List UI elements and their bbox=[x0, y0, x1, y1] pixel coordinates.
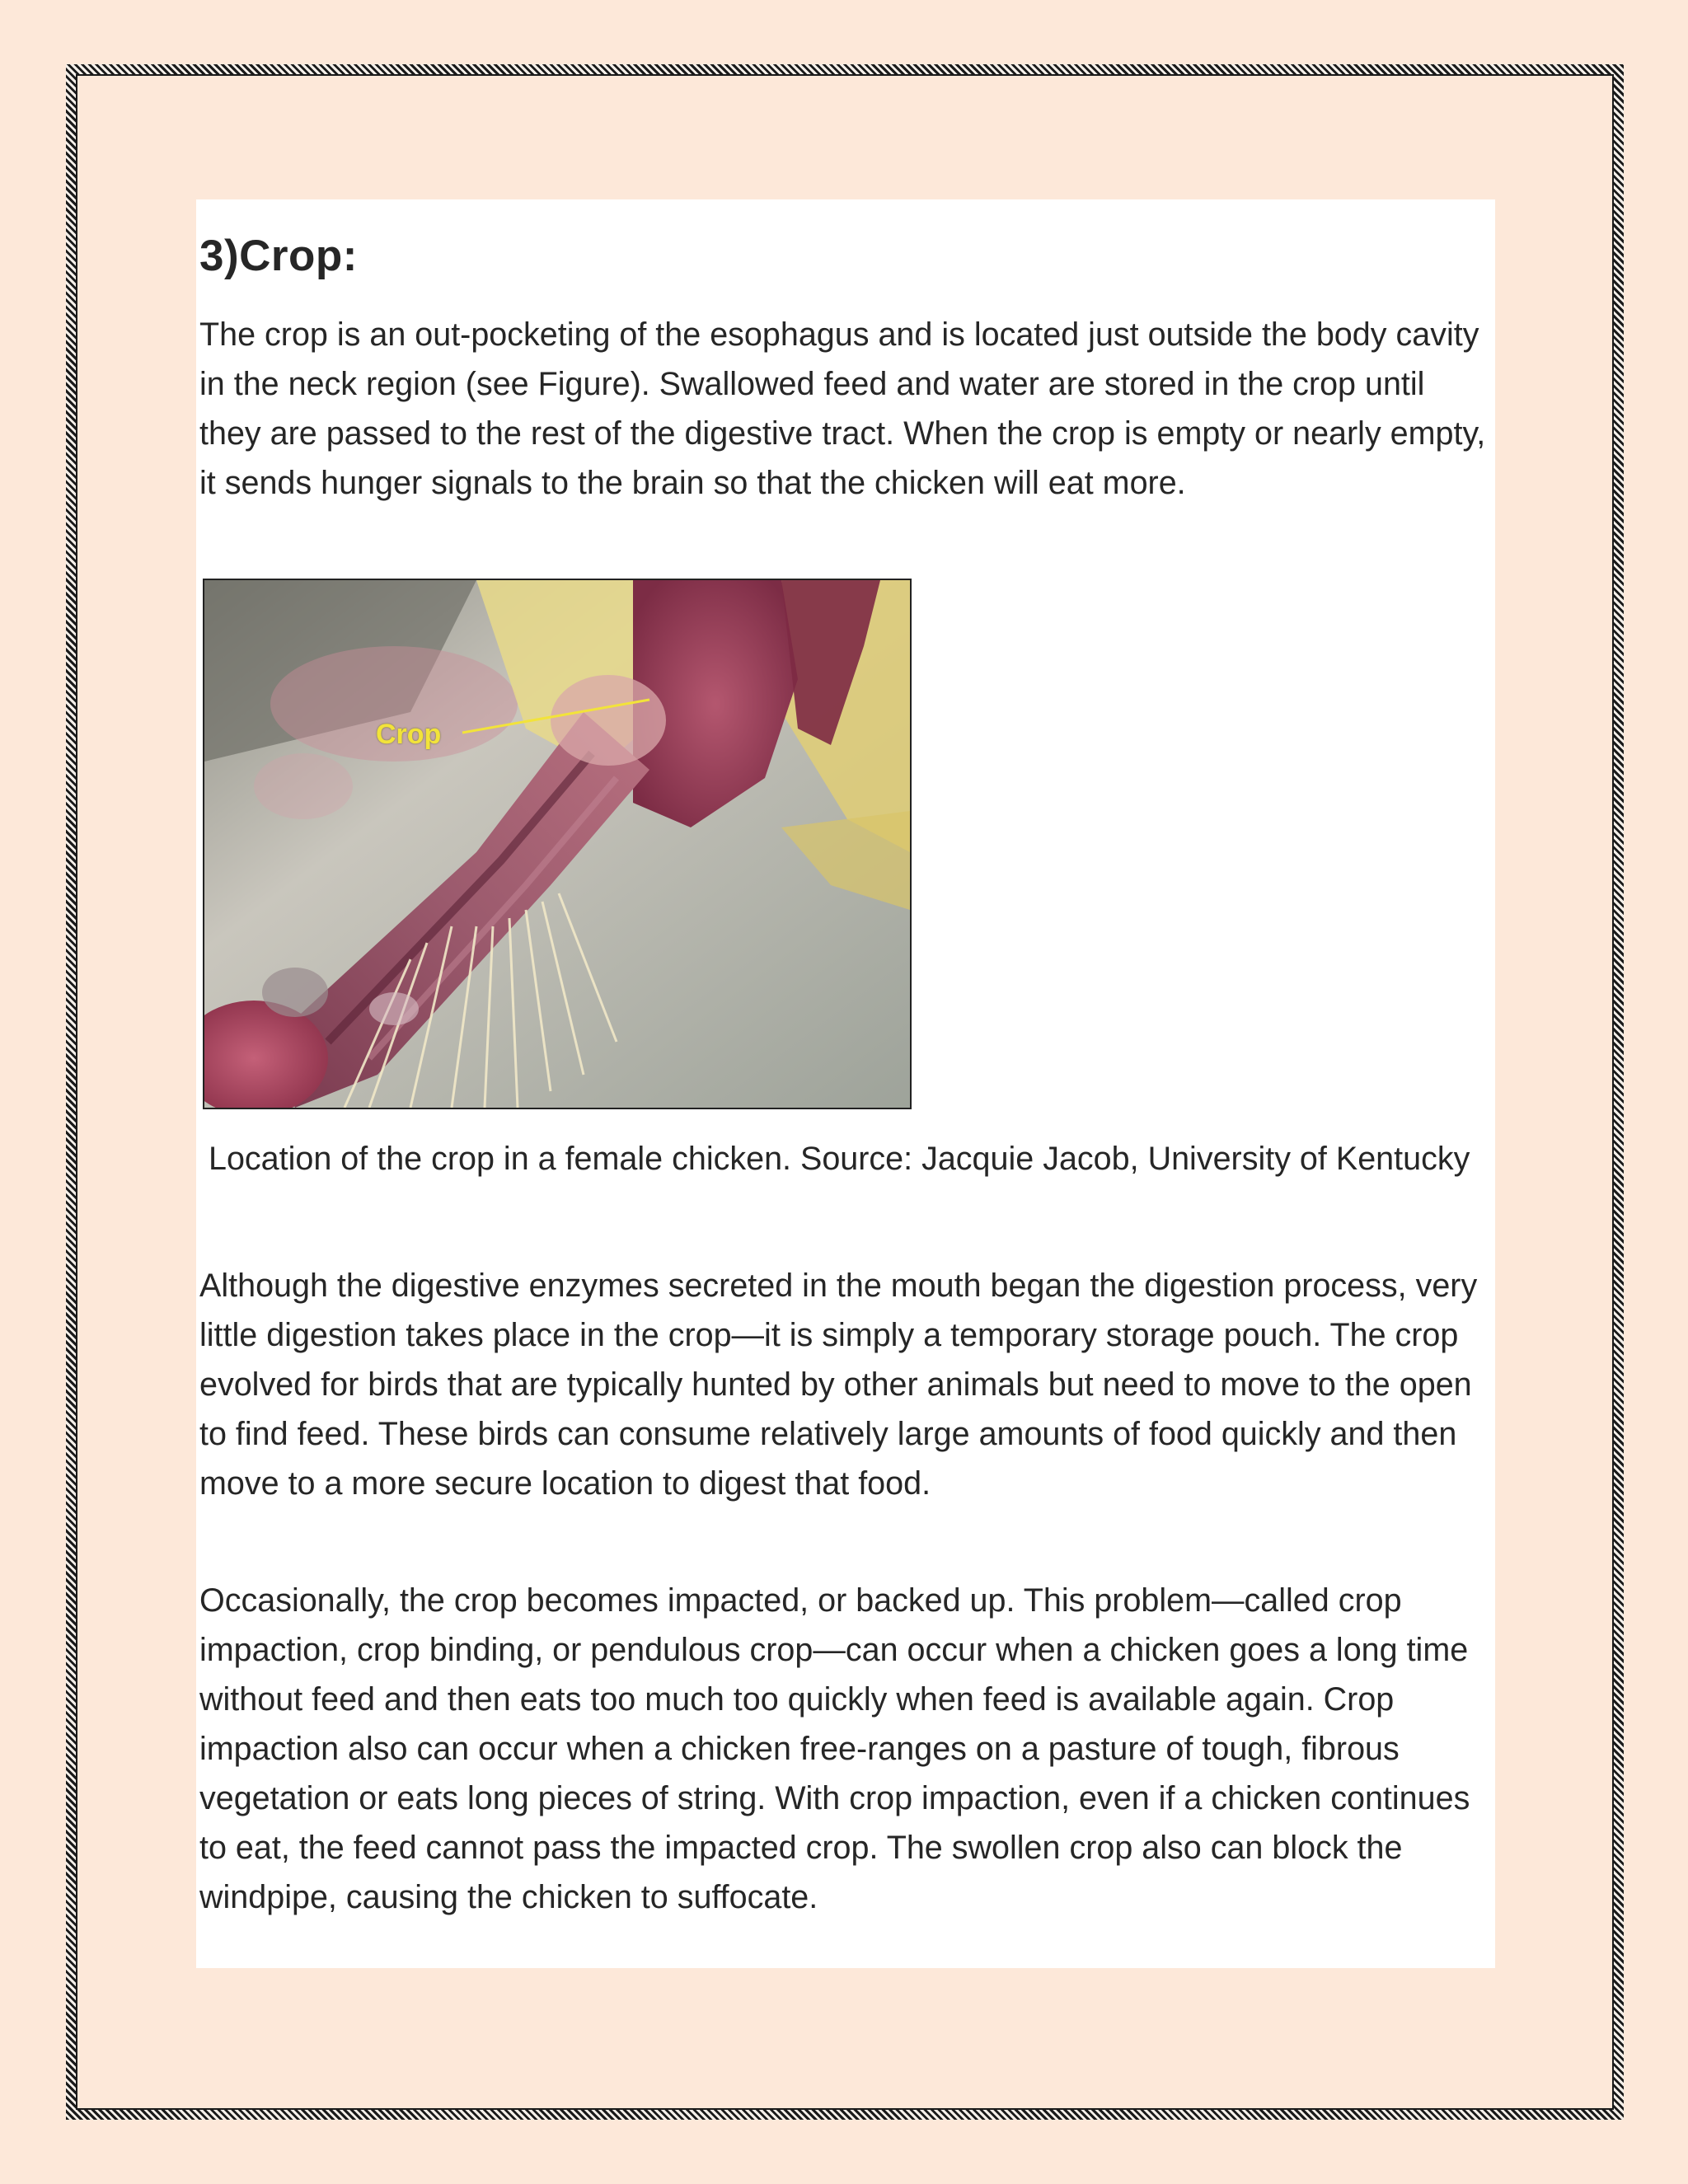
section-heading: 3)Crop: bbox=[199, 232, 358, 280]
paragraph-impaction: Occasionally, the crop becomes impacted, or backed up. This problem—called crop impaction, crop binding, or pendulous crop—can occur when a chicken goes a long time without feed and then eats too much too quickly when feed is available again. Crop impaction also can occur when a chicken free-ranges on a pasture of tough, fibrous vegetation or eats long pieces of string. With crop impaction, even if a chicken continues to eat, the feed cannot pass the impacted crop. The swollen crop also can block the windpipe, causing the chicken to suffocate. bbox=[199, 1582, 1470, 1915]
crop-label: Crop bbox=[376, 719, 442, 750]
figure-caption: Location of the crop in a female chicken. Source: Jacquie Jacob, University of Kentucky bbox=[199, 1141, 1470, 1177]
dissected-chicken-image bbox=[204, 580, 910, 1108]
paragraph-intro: The crop is an out-pocketing of the esophagus and is located just outside the body cavity in the neck region (see Figure). Swallowed feed and water are stored in the crop until they are passed to the rest of the digestive tract. When the crop is empty or nearly empty, it sends hunger signals to the brain so that the chicken will eat more. bbox=[199, 316, 1486, 501]
paragraph-digestion: Although the digestive enzymes secreted in the mouth began the digestion process, very little digestion takes place in the crop—it is simply a temporary storage pouch. The crop evolved for birds that are typically hunted by other animals but need to move to the open to find feed. These birds can consume relatively large amounts of food quickly and then move to a more secure location to digest that food. bbox=[199, 1268, 1478, 1502]
content-panel bbox=[196, 199, 1495, 1968]
crop-photo bbox=[203, 579, 912, 1109]
